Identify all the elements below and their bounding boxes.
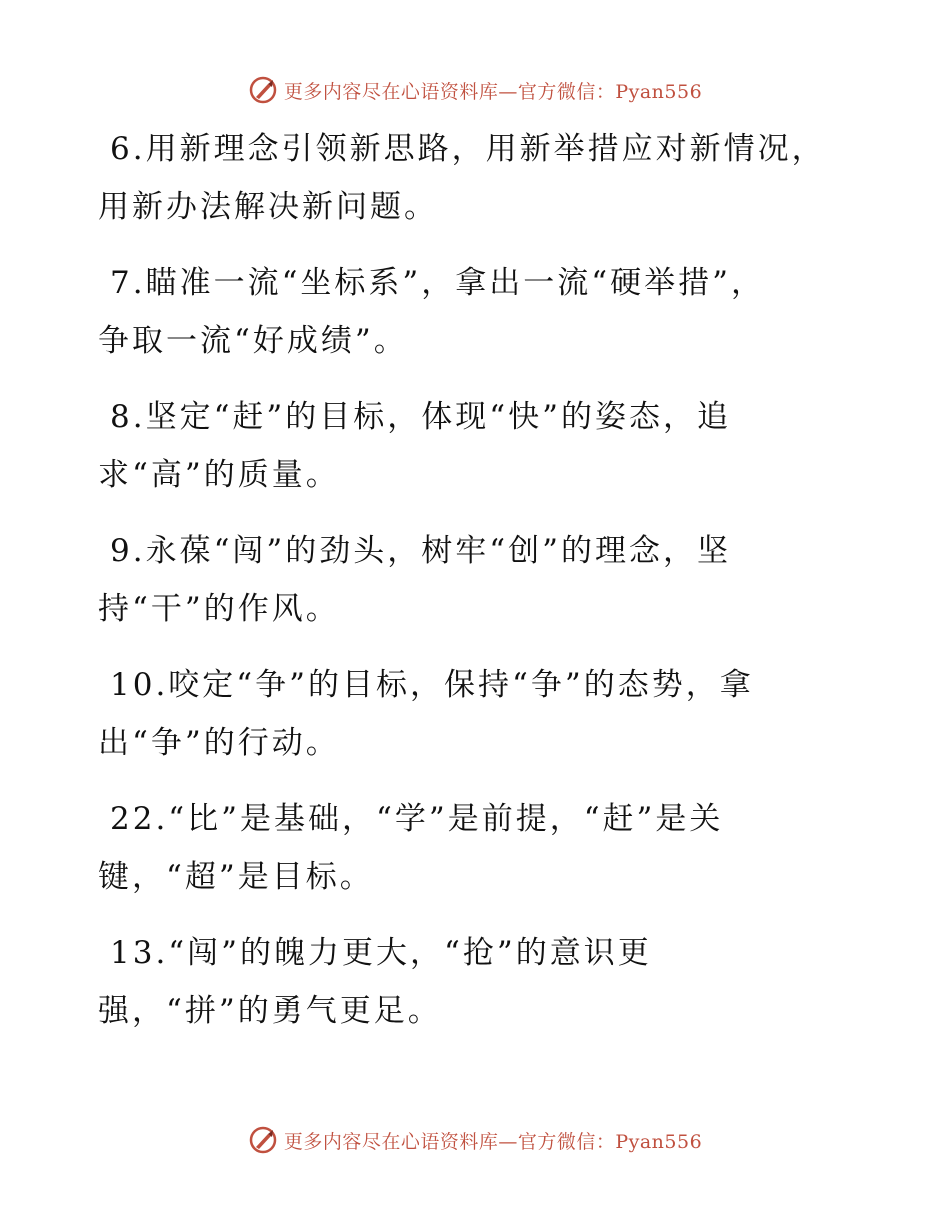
- footer-banner: [0, 1120, 950, 1160]
- list-item-line: 用新办法解决新问题。: [98, 189, 438, 225]
- list-item-line: 出“争”的行动。: [98, 725, 340, 761]
- list-item-line: 13.“闯”的魄力更大，“抢”的意识更: [110, 935, 652, 971]
- list-item-line: 10.咬定“争”的目标，保持“争”的态势，拿: [110, 667, 754, 703]
- list-item: [98, 388, 828, 504]
- list-item-line: 7.瞄准一流“坐标系”，拿出一流“硬举措”，: [110, 265, 765, 301]
- list-item-line: 争取一流“好成绩”。: [98, 323, 408, 359]
- list-item: [98, 790, 828, 906]
- list-item: [98, 254, 828, 370]
- document-body: [98, 120, 828, 1058]
- header-banner-text: 更多内容尽在心语资料库—官方微信：Pyan556: [283, 80, 703, 103]
- list-item-line: 9.永葆“闯”的劲头，树牢“创”的理念，坚: [110, 533, 731, 569]
- list-item-line: 强，“拼”的勇气更足。: [98, 993, 442, 1029]
- list-item-line: 持“干”的作风。: [98, 591, 340, 627]
- list-item-line: 求“高”的质量。: [98, 457, 340, 493]
- list-item-line: 8.坚定“赶”的目标，体现“快”的姿态，追: [110, 399, 731, 435]
- list-item-line: 6.用新理念引领新思路，用新举措应对新情况，: [110, 131, 826, 167]
- list-item-line: 键，“超”是目标。: [98, 859, 374, 895]
- list-item: [98, 656, 828, 772]
- quill-pen-logo-icon: [248, 75, 278, 105]
- quill-pen-logo-icon: [248, 1125, 278, 1155]
- list-item: [98, 522, 828, 638]
- list-item: [98, 924, 828, 1040]
- list-item-line: 22.“比”是基础，“学”是前提，“赶”是关: [110, 801, 724, 837]
- header-banner: [0, 70, 950, 110]
- list-item: [98, 120, 828, 236]
- footer-banner-text: 更多内容尽在心语资料库—官方微信：Pyan556: [283, 1130, 703, 1153]
